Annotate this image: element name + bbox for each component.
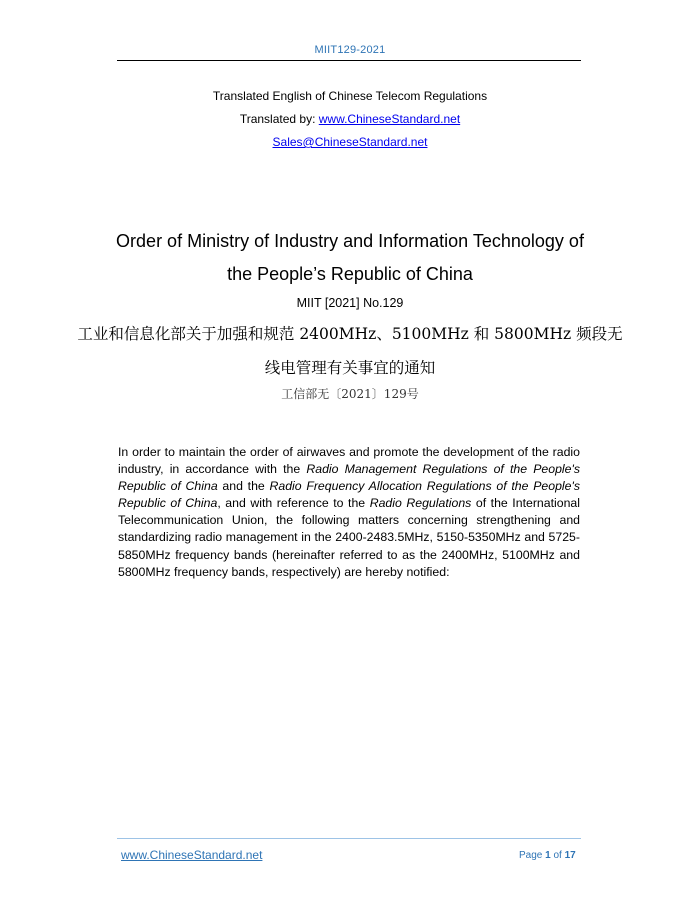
sales-email-link[interactable]: Sales@ChineseStandard.net (272, 135, 428, 149)
para-italic-frequency-allocation-regulations: Radio Frequency Allocation Regulations of the People's Republic of China (118, 479, 580, 511)
page-number (519, 850, 576, 861)
page-of: of (553, 850, 562, 861)
header-divider (117, 60, 581, 61)
para-italic-radio-management-regulations: Radio Management Regulations of the People's Republic of China (118, 462, 580, 494)
sales-email-line (0, 135, 700, 149)
para-text-d: of the International Telecommunication Union, the following matters concerning strengthening and standardizing radio management in the 2400-2483.5MHz, 5150-5350MHz and 5725-5850MHz frequency bands (hereinafter referred to as the 2400MHz, 5100MHz and 5800MHz frequency bands, respectively) are hereby notified: (118, 496, 580, 579)
para-italic-radio-regulations: Radio Regulations (369, 496, 472, 511)
document-title-line-2: the People’s Republic of China (227, 264, 473, 284)
translated-by-label: Translated by: (239, 112, 319, 126)
chinese-order-number: 工信部无〔2021〕129号 (281, 387, 419, 401)
header-doc-code: MIIT129-2021 (314, 44, 386, 56)
page-current: 1 (545, 850, 551, 861)
footer-divider (117, 838, 581, 839)
footer-website (121, 848, 262, 862)
para-text-a: In order to maintain the order of airwaves and promote the development of the radio industry, in accordance with the (118, 445, 580, 477)
document-title-line-1: Order of Ministry of Industry and Information Technology of (116, 231, 584, 251)
chinese-title-line-1: 工业和信息化部关于加强和规范 2400MHz、5100MHz 和 5800MHz 频段无 (77, 325, 623, 343)
order-number: MIIT [2021] No.129 (296, 296, 404, 310)
translated-by-line (0, 112, 700, 126)
footer-website-link[interactable]: www.ChineseStandard.net (121, 848, 263, 862)
page-total: 17 (564, 850, 576, 861)
translated-notice: Translated English of Chinese Telecom Regulations (212, 89, 488, 103)
chinese-title-line-2: 线电管理有关事宜的通知 (264, 359, 436, 377)
para-text-b: and the (217, 479, 270, 494)
para-text-c: , and with reference to the (217, 496, 370, 511)
page-label: Page (519, 850, 543, 861)
translator-website-link[interactable]: www.ChineseStandard.net (318, 112, 461, 126)
body-paragraph (118, 444, 580, 581)
